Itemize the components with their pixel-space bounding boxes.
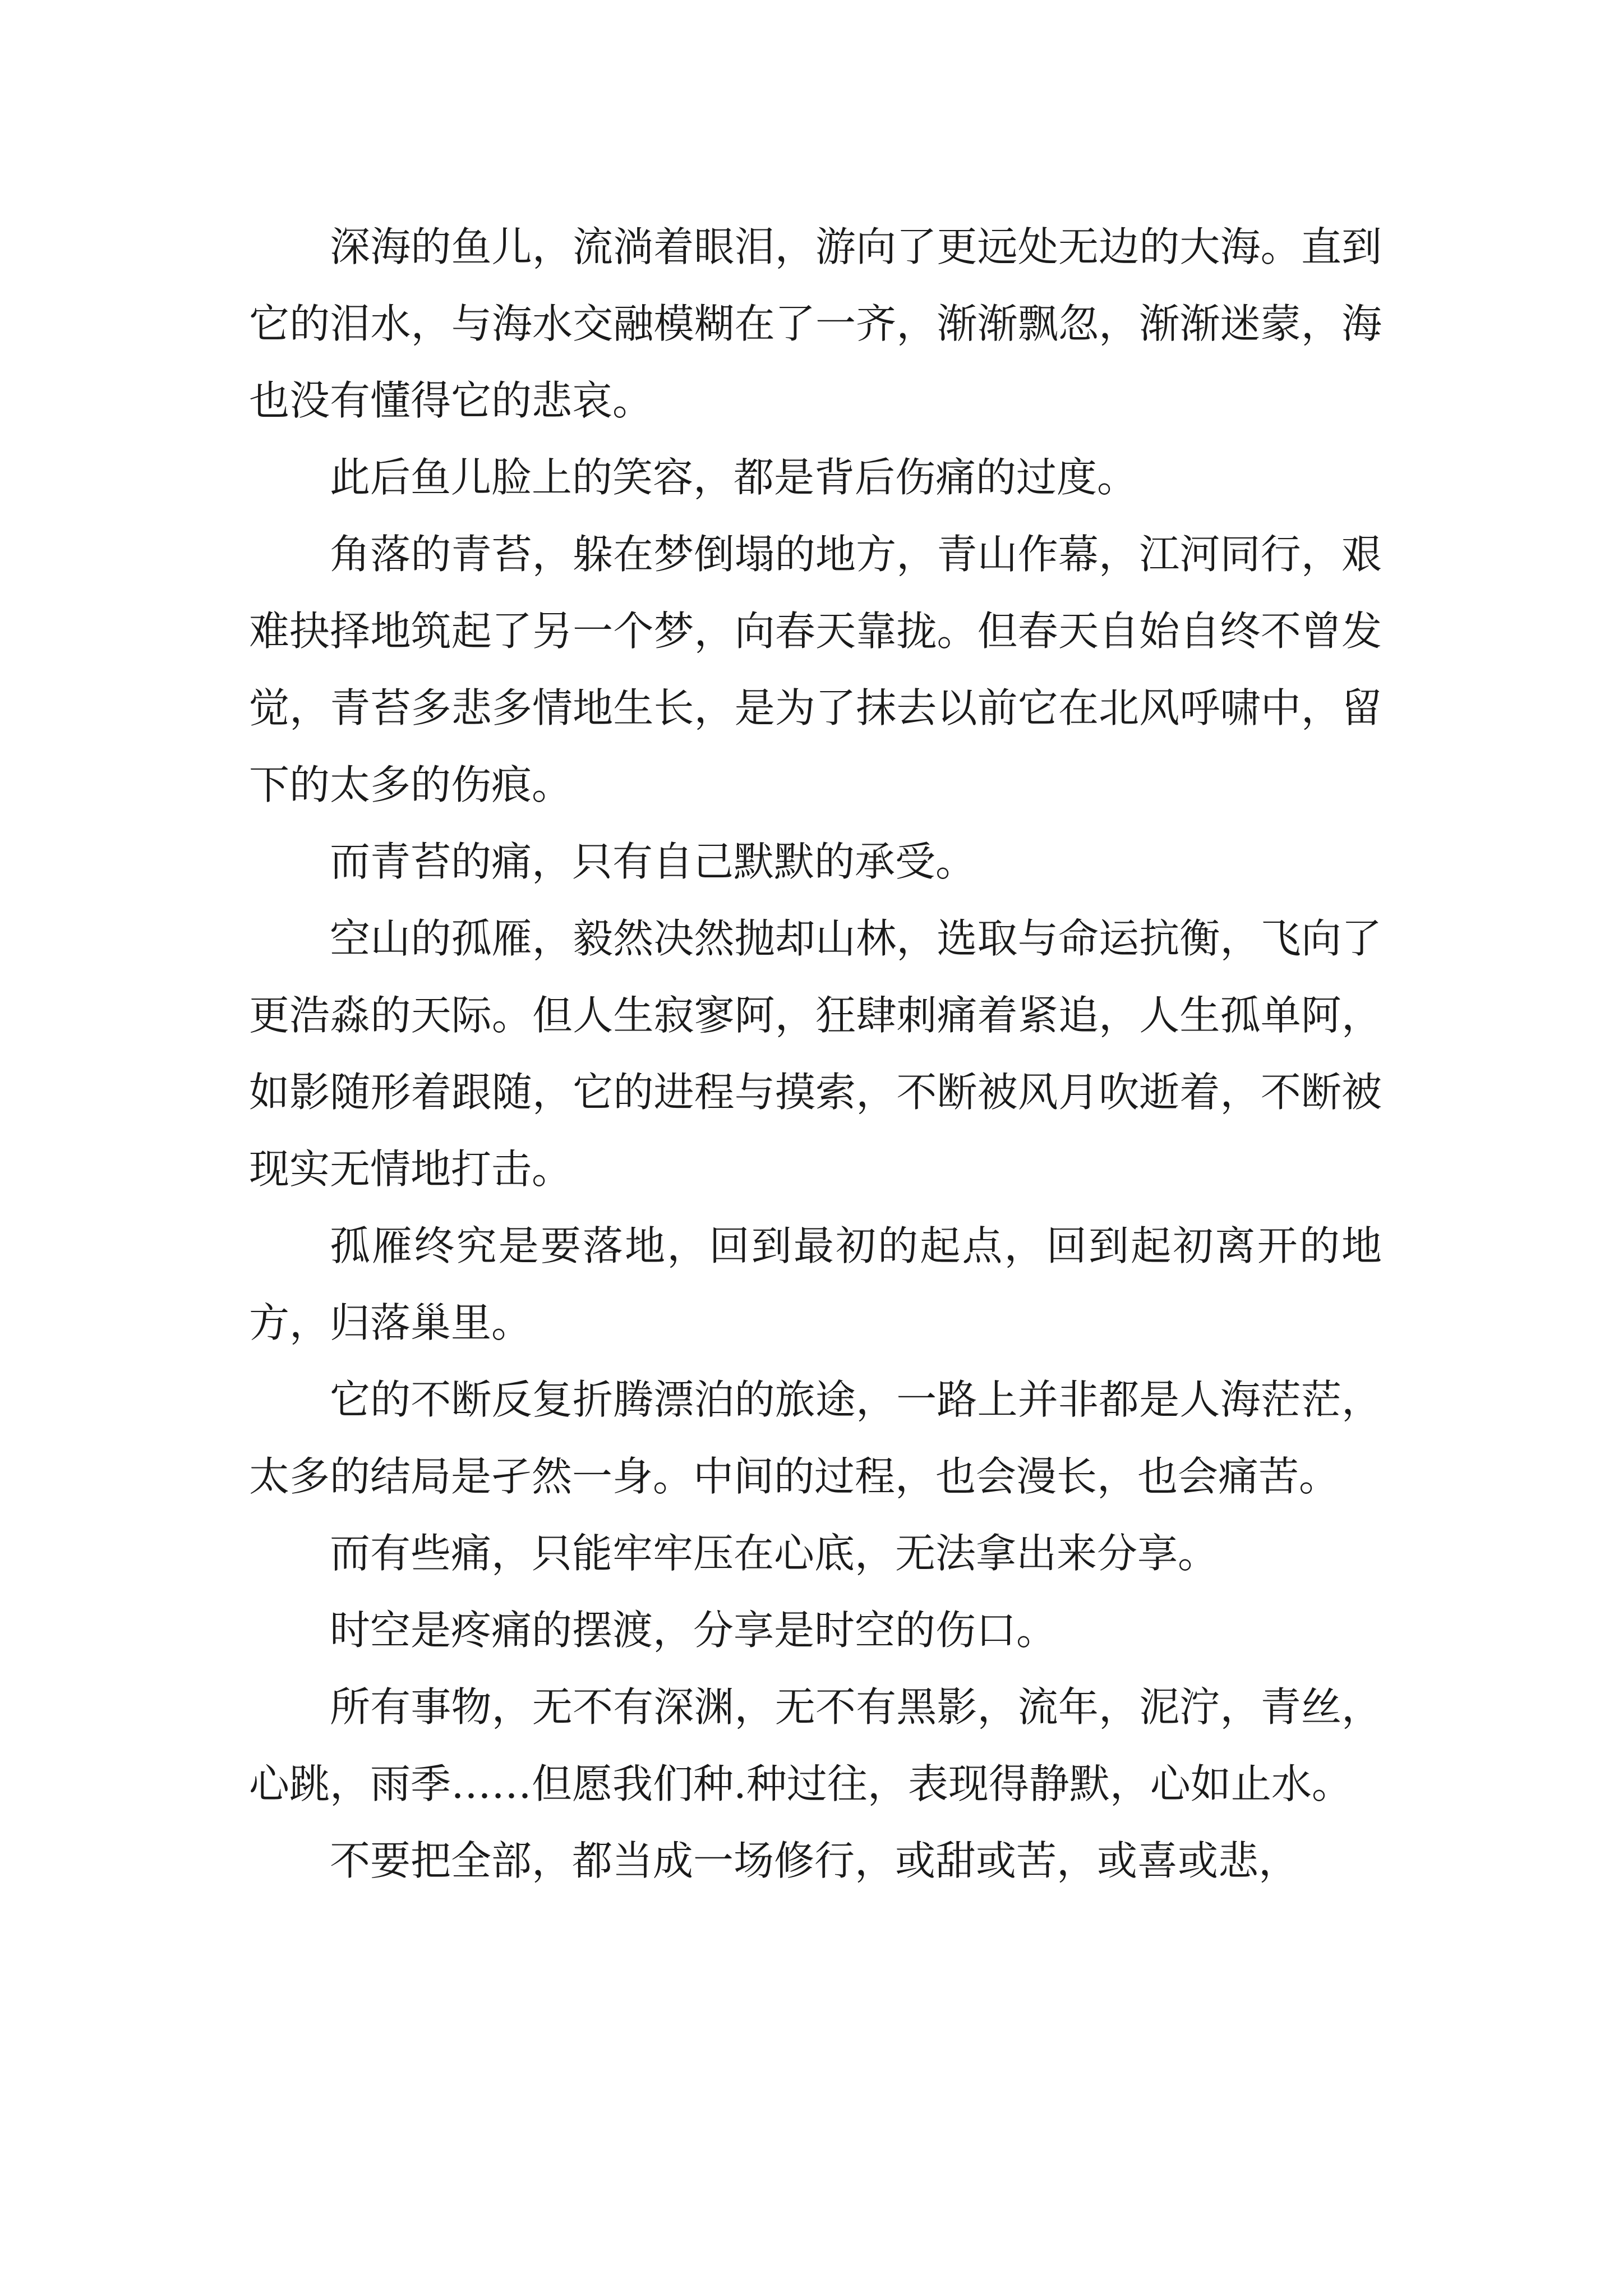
paragraph-10: 所有事物，无不有深渊，无不有黑影，流年，泥泞，青丝，心跳，雨季……但愿我们种.种过往，表现得静默，心如止水。 bbox=[249, 1683, 1382, 1807]
document-body bbox=[249, 209, 1382, 1899]
paragraph-3: 角落的青苔，躲在梦倒塌的地方，青山作幕，江河同行，艰难抉择地筑起了另一个梦，向春天靠拢。但春天自始自终不曾发觉，青苔多悲多情地生长，是为了抹去以前它在北风呼啸中，留下的太多的伤痕。 bbox=[249, 531, 1382, 808]
paragraph-1: 深海的鱼儿，流淌着眼泪，游向了更远处无边的大海。直到它的泪水，与海水交融模糊在了一齐，渐渐飘忽，渐渐迷蒙，海也没有懂得它的悲哀。 bbox=[249, 223, 1382, 424]
paragraph-4: 而青苔的痛，只有自己默默的承受。 bbox=[330, 838, 976, 885]
paragraph-6: 孤雁终究是要落地，回到最初的起点，回到起初离开的地方，归落巢里。 bbox=[249, 1222, 1382, 1346]
paragraph-5: 空山的孤雁，毅然决然抛却山林，选取与命运抗衡，飞向了更浩淼的天际。但人生寂寥阿，狂肆刺痛着紧追，人生孤单阿，如影随形着跟随，它的进程与摸索，不断被风月吹逝着，不断被现实无情地打击。 bbox=[249, 915, 1382, 1193]
paragraph-9: 时空是疼痛的摆渡，分享是时空的伤口。 bbox=[330, 1607, 1057, 1654]
paragraph-2: 此后鱼儿脸上的笑容，都是背后伤痛的过度。 bbox=[330, 454, 1138, 501]
paragraph-7: 它的不断反复折腾漂泊的旅途，一路上并非都是人海茫茫，太多的结局是孑然一身。中间的过程，也会漫长，也会痛苦。 bbox=[249, 1376, 1382, 1500]
paragraph-11: 不要把全部，都当成一场修行，或甜或苦，或喜或悲， bbox=[330, 1837, 1299, 1884]
paragraph-8: 而有些痛，只能牢牢压在心底，无法拿出来分享。 bbox=[330, 1530, 1219, 1577]
